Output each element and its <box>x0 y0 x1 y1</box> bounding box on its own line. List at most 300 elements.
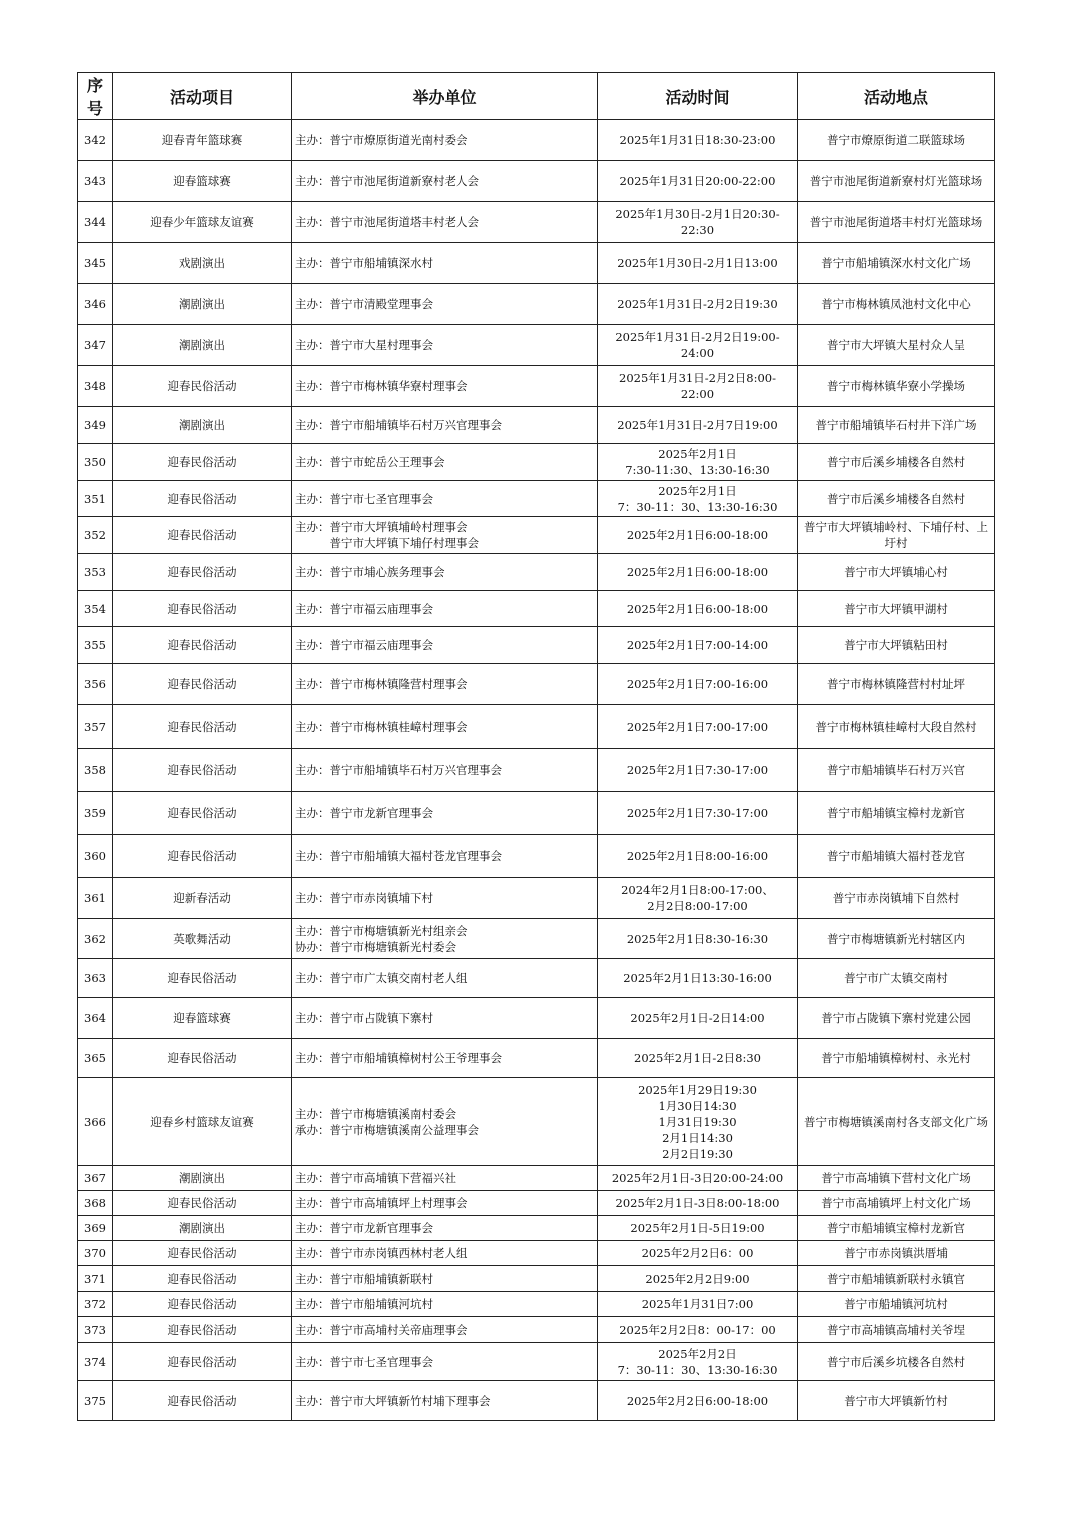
cell-activity-item: 迎春民俗活动 <box>113 554 292 591</box>
cell-serial-number: 352 <box>78 517 113 554</box>
cell-activity-time <box>598 554 798 591</box>
location-text: 普宁市大坪镇粘田村 <box>844 638 948 652</box>
table-row <box>78 919 995 959</box>
cell-serial-number: 358 <box>78 749 113 792</box>
organizer-line: 主办：普宁市福云庙理事会 <box>295 601 433 616</box>
cell-activity-location <box>798 792 995 835</box>
cell-activity-location <box>798 444 995 481</box>
organizer-line: 主办：普宁市燎原街道光南村委会 <box>295 133 468 147</box>
table-row <box>78 481 995 517</box>
cell-activity-location <box>798 161 995 202</box>
cell-organizer <box>292 627 598 664</box>
time-line: 2025年2月1日6:00-18:00 <box>626 601 769 616</box>
table-row <box>78 161 995 202</box>
time-line: 2025年2月2日6：00 <box>641 1246 754 1260</box>
table-row <box>78 1292 995 1317</box>
cell-serial-number: 349 <box>78 407 113 444</box>
organizer-line: 主办：普宁市梅林镇桂嶂村理事会 <box>295 719 468 734</box>
cell-serial-number: 370 <box>78 1241 113 1266</box>
location-text: 普宁市高埔镇下营村文化广场 <box>821 1171 971 1185</box>
cell-activity-time <box>598 407 798 444</box>
time-line: 22:00 <box>680 387 715 401</box>
organizer-line: 主办：普宁市龙新官理事会 <box>295 806 433 820</box>
table-row <box>78 1166 995 1191</box>
header-activity-item: 活动项目 <box>113 73 292 120</box>
table-row <box>78 1039 995 1078</box>
cell-activity-location <box>798 705 995 749</box>
location-text: 普宁市船埔镇宝樟村龙新官 <box>827 806 965 820</box>
cell-activity-item: 迎春民俗活动 <box>113 1343 292 1381</box>
time-line: 2025年2月1日 <box>658 447 737 461</box>
cell-serial-number: 373 <box>78 1317 113 1343</box>
cell-serial-number: 342 <box>78 120 113 161</box>
time-line: 2025年2月2日8：00-17：00 <box>619 1322 776 1337</box>
cell-organizer <box>292 554 598 591</box>
location-text: 普宁市池尾街道塔丰村灯光篮球场 <box>809 215 983 229</box>
time-line: 2025年2月1日-2日8:30 <box>634 1051 761 1065</box>
location-text: 普宁市赤岗镇洪厝埔 <box>844 1246 948 1260</box>
cell-activity-time <box>598 792 798 835</box>
cell-activity-time <box>598 1241 798 1266</box>
cell-serial-number: 368 <box>78 1191 113 1216</box>
events-table <box>77 72 995 1421</box>
table-row <box>78 835 995 878</box>
cell-activity-item: 迎春民俗活动 <box>113 517 292 554</box>
location-text: 普宁市池尾街道新寮村灯光篮球场 <box>809 174 983 188</box>
table-row <box>78 1266 995 1292</box>
cell-activity-time <box>598 1078 798 1166</box>
cell-activity-location <box>798 1191 995 1216</box>
cell-activity-time <box>598 366 798 407</box>
location-text: 普宁市梅塘镇溪南村各支部文化广场 <box>804 1114 988 1129</box>
time-line: 7:30-11:30、13:30-16:30 <box>625 463 770 477</box>
cell-serial-number: 345 <box>78 243 113 284</box>
cell-organizer <box>292 591 598 627</box>
cell-activity-item: 潮剧演出 <box>113 407 292 444</box>
table-row <box>78 517 995 554</box>
location-text: 普宁市赤岗镇埔下自然村 <box>832 891 960 905</box>
organizer-line: 主办：普宁市埔心族务理事会 <box>295 565 445 579</box>
cell-activity-location <box>798 1381 995 1421</box>
cell-serial-number: 354 <box>78 591 113 627</box>
cell-organizer <box>292 407 598 444</box>
organizer-line: 主办：普宁市池尾街道塔丰村老人会 <box>295 215 479 229</box>
time-line: 2025年2月1日8:00-16:00 <box>626 849 769 863</box>
time-line: 1月30日14:30 <box>658 1098 737 1113</box>
location-text: 普宁市广太镇交南村 <box>844 971 948 985</box>
organizer-line: 主办：普宁市大坪镇埔岭村理事会 <box>295 520 468 534</box>
time-line: 7：30-11：30、13:30-16:30 <box>617 1362 778 1377</box>
cell-activity-location <box>798 1241 995 1266</box>
table-body <box>78 120 995 1421</box>
organizer-line: 主办：普宁市广太镇交南村老人组 <box>295 971 468 985</box>
cell-activity-time <box>598 705 798 749</box>
cell-serial-number: 348 <box>78 366 113 407</box>
cell-activity-time <box>598 161 798 202</box>
table-row <box>78 1381 995 1421</box>
cell-activity-time <box>598 325 798 366</box>
table-row <box>78 407 995 444</box>
cell-organizer <box>292 1078 598 1166</box>
cell-activity-location <box>798 1078 995 1166</box>
organizer-line: 主办：普宁市七圣官理事会 <box>295 1354 433 1369</box>
cell-activity-location <box>798 202 995 243</box>
cell-activity-item: 迎春民俗活动 <box>113 1241 292 1266</box>
time-line: 2025年2月1日 <box>658 483 737 498</box>
table-row <box>78 284 995 325</box>
cell-organizer <box>292 325 598 366</box>
cell-activity-item: 英歌舞活动 <box>113 919 292 959</box>
cell-organizer <box>292 1039 598 1078</box>
cell-activity-location <box>798 998 995 1039</box>
time-line: 2025年1月30日-2月1日20:30- <box>615 207 780 221</box>
time-line: 2025年2月1日-5日19:00 <box>630 1221 765 1235</box>
cell-activity-time <box>598 591 798 627</box>
table-header-row <box>78 73 995 120</box>
time-line: 2025年2月1日7:00-17:00 <box>626 719 769 734</box>
cell-organizer <box>292 120 598 161</box>
cell-activity-location <box>798 591 995 627</box>
cell-serial-number: 343 <box>78 161 113 202</box>
organizer-line: 主办：普宁市龙新官理事会 <box>295 1221 433 1235</box>
organizer-line: 主办：普宁市船埔镇河坑村 <box>295 1297 433 1311</box>
cell-serial-number: 360 <box>78 835 113 878</box>
cell-activity-time <box>598 444 798 481</box>
cell-activity-item: 迎春民俗活动 <box>113 591 292 627</box>
cell-activity-item: 迎春青年篮球赛 <box>113 120 292 161</box>
cell-serial-number: 346 <box>78 284 113 325</box>
cell-activity-location <box>798 481 995 517</box>
cell-activity-location <box>798 243 995 284</box>
organizer-line: 主办：普宁市船埔镇深水村 <box>295 256 433 270</box>
location-text: 普宁市大坪镇埔心村 <box>844 565 948 579</box>
table-row <box>78 627 995 664</box>
cell-activity-time <box>598 998 798 1039</box>
location-text: 普宁市后溪乡坑楼各自然村 <box>827 1354 965 1369</box>
time-line: 2025年2月1日-3日20:00-24:00 <box>611 1171 784 1185</box>
cell-organizer <box>292 366 598 407</box>
cell-activity-location <box>798 284 995 325</box>
cell-organizer <box>292 202 598 243</box>
location-text: 普宁市大坪镇甲湖村 <box>844 601 948 616</box>
cell-organizer <box>292 284 598 325</box>
cell-activity-location <box>798 325 995 366</box>
cell-activity-time <box>598 284 798 325</box>
cell-activity-location <box>798 1266 995 1292</box>
location-text: 普宁市船埔镇毕石村万兴官 <box>827 763 965 777</box>
cell-activity-item: 迎春民俗活动 <box>113 835 292 878</box>
organizer-line: 主办：普宁市大星村理事会 <box>295 338 433 352</box>
cell-activity-item: 迎春民俗活动 <box>113 792 292 835</box>
time-line: 22:30 <box>680 223 715 237</box>
cell-activity-item: 潮剧演出 <box>113 1166 292 1191</box>
cell-activity-item: 迎春民俗活动 <box>113 1381 292 1421</box>
cell-activity-location <box>798 1343 995 1381</box>
cell-organizer <box>292 1266 598 1292</box>
cell-activity-time <box>598 243 798 284</box>
cell-activity-item: 迎春民俗活动 <box>113 664 292 705</box>
table-row <box>78 591 995 627</box>
cell-organizer <box>292 959 598 998</box>
time-line: 2025年1月31日7:00 <box>641 1297 754 1311</box>
cell-activity-item: 迎春少年篮球友谊赛 <box>113 202 292 243</box>
cell-activity-item: 迎春民俗活动 <box>113 1039 292 1078</box>
cell-serial-number: 359 <box>78 792 113 835</box>
cell-organizer <box>292 1292 598 1317</box>
table-row <box>78 1078 995 1166</box>
time-line: 2025年2月1日6:00-18:00 <box>626 565 769 579</box>
location-text: 普宁市后溪乡埔楼各自然村 <box>827 491 965 506</box>
table-row <box>78 325 995 366</box>
location-text: 普宁市高埔镇坪上村文化广场 <box>821 1196 971 1210</box>
cell-activity-time <box>598 1317 798 1343</box>
cell-activity-time <box>598 1343 798 1381</box>
cell-organizer <box>292 1216 598 1241</box>
cell-activity-time <box>598 202 798 243</box>
cell-activity-item: 潮剧演出 <box>113 325 292 366</box>
cell-activity-location <box>798 1166 995 1191</box>
location-text: 普宁市船埔镇樟树村、永光村 <box>821 1051 971 1065</box>
cell-activity-item: 迎春民俗活动 <box>113 749 292 792</box>
cell-activity-item: 迎春民俗活动 <box>113 1191 292 1216</box>
cell-organizer <box>292 749 598 792</box>
cell-serial-number: 363 <box>78 959 113 998</box>
table-row <box>78 792 995 835</box>
cell-activity-time <box>598 1381 798 1421</box>
time-line: 2025年2月2日9:00 <box>645 1271 750 1286</box>
cell-activity-location <box>798 517 995 554</box>
location-text: 普宁市船埔镇深水村文化广场 <box>821 256 971 270</box>
cell-activity-time <box>598 664 798 705</box>
time-line: 2025年2月1日8:30-16:30 <box>626 931 769 946</box>
organizer-line: 主办：普宁市高埔镇坪上村理事会 <box>295 1196 468 1210</box>
cell-activity-time <box>598 1039 798 1078</box>
location-text: 普宁市梅林镇凤池村文化中心 <box>821 297 971 311</box>
organizer-line: 主办：普宁市船埔镇樟树村公王爷理事会 <box>295 1051 502 1065</box>
organizer-line: 主办：普宁市清殿堂理事会 <box>295 297 433 311</box>
location-text: 普宁市梅林镇华寮小学操场 <box>827 379 965 393</box>
location-text: 普宁市大坪镇新竹村 <box>844 1393 948 1408</box>
organizer-line: 主办：普宁市大坪镇新竹村埔下理事会 <box>295 1393 491 1408</box>
table-row <box>78 120 995 161</box>
time-line: 2025年1月31日-2月2日19:00- <box>615 330 780 344</box>
cell-activity-location <box>798 120 995 161</box>
time-line: 2024年2月1日8:00-17:00、 <box>621 883 774 897</box>
cell-activity-location <box>798 749 995 792</box>
table-row <box>78 1343 995 1381</box>
time-line: 2025年2月1日6:00-18:00 <box>626 528 769 542</box>
cell-activity-time <box>598 959 798 998</box>
organizer-line: 主办：普宁市蛇岳公王理事会 <box>295 455 445 469</box>
cell-serial-number: 367 <box>78 1166 113 1191</box>
time-line: 2025年2月1日-3日8:00-18:00 <box>615 1196 780 1210</box>
cell-serial-number: 371 <box>78 1266 113 1292</box>
time-line: 2025年2月1日7:00-14:00 <box>626 638 769 652</box>
cell-activity-item: 迎春民俗活动 <box>113 627 292 664</box>
cell-activity-time <box>598 1292 798 1317</box>
cell-organizer <box>292 998 598 1039</box>
cell-serial-number: 364 <box>78 998 113 1039</box>
cell-activity-time <box>598 1216 798 1241</box>
location-text: 普宁市梅塘镇新光村辖区内 <box>827 931 965 946</box>
cell-activity-location <box>798 919 995 959</box>
cell-organizer <box>292 1381 598 1421</box>
cell-activity-time <box>598 749 798 792</box>
cell-activity-item: 迎春篮球赛 <box>113 998 292 1039</box>
table-row <box>78 554 995 591</box>
cell-activity-item: 戏剧演出 <box>113 243 292 284</box>
cell-serial-number: 374 <box>78 1343 113 1381</box>
time-line: 2月1日14:30 <box>662 1130 733 1145</box>
cell-organizer <box>292 1343 598 1381</box>
table-row <box>78 1191 995 1216</box>
location-text: 普宁市梅林镇隆营村村址坪 <box>827 677 965 691</box>
table-row <box>78 202 995 243</box>
organizer-line: 主办：普宁市占陇镇下寨村 <box>295 1011 433 1025</box>
location-text: 普宁市船埔镇毕石村井下洋广场 <box>815 418 977 432</box>
organizer-line: 主办：普宁市梅塘镇新光村组亲会 <box>295 923 468 938</box>
cell-organizer <box>292 919 598 959</box>
cell-organizer <box>292 161 598 202</box>
cell-activity-location <box>798 554 995 591</box>
location-text: 普宁市大坪镇埔岭村、下埔仔村、上圩村 <box>804 520 988 550</box>
cell-serial-number: 366 <box>78 1078 113 1166</box>
time-line: 2025年1月30日-2月1日13:00 <box>617 256 778 270</box>
cell-activity-location <box>798 664 995 705</box>
location-text: 普宁市船埔镇新联村永镇官 <box>827 1271 965 1286</box>
table-row <box>78 959 995 998</box>
cell-activity-time <box>598 1166 798 1191</box>
cell-organizer <box>292 792 598 835</box>
cell-activity-location <box>798 1317 995 1343</box>
cell-activity-time <box>598 120 798 161</box>
cell-serial-number: 361 <box>78 878 113 919</box>
cell-activity-item: 迎春民俗活动 <box>113 959 292 998</box>
table-row <box>78 243 995 284</box>
cell-activity-location <box>798 835 995 878</box>
time-line: 2025年1月29日19:30 <box>638 1082 757 1097</box>
cell-activity-time <box>598 835 798 878</box>
table-row <box>78 878 995 919</box>
cell-serial-number: 355 <box>78 627 113 664</box>
organizer-line: 主办：普宁市赤岗镇埔下村 <box>295 891 433 905</box>
cell-organizer <box>292 705 598 749</box>
cell-activity-time <box>598 878 798 919</box>
time-line: 2025年2月1日-2日14:00 <box>630 1011 765 1025</box>
cell-organizer <box>292 835 598 878</box>
cell-serial-number: 369 <box>78 1216 113 1241</box>
cell-activity-location <box>798 407 995 444</box>
cell-activity-item: 迎春民俗活动 <box>113 1266 292 1292</box>
header-activity-location: 活动地点 <box>798 73 995 120</box>
cell-serial-number: 356 <box>78 664 113 705</box>
organizer-line: 主办：普宁市赤岗镇西林村老人组 <box>295 1246 468 1260</box>
cell-activity-item: 迎春民俗活动 <box>113 481 292 517</box>
organizer-line: 主办：普宁市梅塘镇溪南村委会 <box>295 1106 456 1121</box>
cell-organizer <box>292 1191 598 1216</box>
organizer-line: 主办：普宁市船埔镇大福村苍龙官理事会 <box>295 849 502 863</box>
cell-activity-item: 潮剧演出 <box>113 1216 292 1241</box>
organizer-line: 主办：普宁市七圣官理事会 <box>295 491 433 506</box>
cell-activity-location <box>798 959 995 998</box>
time-line: 2月2日8:00-17:00 <box>647 899 748 913</box>
cell-organizer <box>292 517 598 554</box>
header-organizer: 举办单位 <box>292 73 598 120</box>
time-line: 2025年1月31日20:00-22:00 <box>619 174 776 188</box>
time-line: 2025年1月31日-2月2日8:00- <box>619 371 776 385</box>
cell-activity-time <box>598 627 798 664</box>
cell-serial-number: 353 <box>78 554 113 591</box>
cell-serial-number: 372 <box>78 1292 113 1317</box>
organizer-line: 主办：普宁市池尾街道新寮村老人会 <box>295 174 479 188</box>
time-line: 2025年1月31日-2月2日19:30 <box>617 297 778 311</box>
header-serial-number: 序号 <box>78 73 113 120</box>
table-row <box>78 1216 995 1241</box>
cell-serial-number: 362 <box>78 919 113 959</box>
cell-serial-number: 365 <box>78 1039 113 1078</box>
location-text: 普宁市高埔镇高埔村关爷埕 <box>827 1322 965 1337</box>
cell-activity-location <box>798 627 995 664</box>
table-row <box>78 366 995 407</box>
table-row <box>78 705 995 749</box>
organizer-line: 主办：普宁市高埔村关帝庙理事会 <box>295 1322 468 1337</box>
table-row <box>78 1241 995 1266</box>
cell-activity-item: 迎新春活动 <box>113 878 292 919</box>
cell-organizer <box>292 1241 598 1266</box>
organizer-line: 普宁市大坪镇下埔仔村理事会 <box>295 536 479 550</box>
time-line: 2025年1月31日-2月7日19:00 <box>617 418 778 432</box>
location-text: 普宁市船埔镇大福村苍龙官 <box>827 849 965 863</box>
location-text: 普宁市船埔镇河坑村 <box>844 1297 948 1311</box>
time-line: 2025年2月2日6:00-18:00 <box>626 1393 769 1408</box>
time-line: 2025年1月31日18:30-23:00 <box>619 133 776 147</box>
cell-activity-location <box>798 878 995 919</box>
cell-activity-item: 迎春民俗活动 <box>113 366 292 407</box>
time-line: 2025年2月1日7:30-17:00 <box>626 763 769 777</box>
location-text: 普宁市大坪镇大星村众人呈 <box>827 338 965 352</box>
cell-activity-location <box>798 1039 995 1078</box>
cell-activity-item: 迎春乡村篮球友谊赛 <box>113 1078 292 1166</box>
table-row <box>78 664 995 705</box>
cell-activity-item: 迎春民俗活动 <box>113 1292 292 1317</box>
time-line: 2025年2月1日7:30-17:00 <box>626 806 769 820</box>
cell-serial-number: 351 <box>78 481 113 517</box>
table-row <box>78 749 995 792</box>
time-line: 1月31日19:30 <box>658 1114 737 1129</box>
cell-organizer <box>292 664 598 705</box>
cell-organizer <box>292 444 598 481</box>
organizer-line: 主办：普宁市福云庙理事会 <box>295 638 433 652</box>
time-line: 2025年2月2日 <box>658 1346 737 1361</box>
cell-serial-number: 375 <box>78 1381 113 1421</box>
cell-organizer <box>292 878 598 919</box>
table-row <box>78 1317 995 1343</box>
cell-organizer <box>292 1317 598 1343</box>
location-text: 普宁市燎原街道二联篮球场 <box>827 133 965 147</box>
cell-serial-number: 344 <box>78 202 113 243</box>
cell-activity-item: 迎春篮球赛 <box>113 161 292 202</box>
table-row <box>78 998 995 1039</box>
time-line: 2月2日19:30 <box>662 1146 733 1161</box>
organizer-line: 主办：普宁市高埔镇下营福兴社 <box>295 1171 456 1185</box>
cell-serial-number: 347 <box>78 325 113 366</box>
organizer-line: 主办：普宁市船埔镇毕石村万兴官理事会 <box>295 763 502 777</box>
location-text: 普宁市梅林镇桂嶂村大段自然村 <box>815 719 977 734</box>
cell-activity-time <box>598 481 798 517</box>
location-text: 普宁市占陇镇下寨村党建公园 <box>821 1011 971 1025</box>
location-text: 普宁市船埔镇宝樟村龙新官 <box>827 1221 965 1235</box>
time-line: 2025年2月1日7:00-16:00 <box>626 677 769 691</box>
